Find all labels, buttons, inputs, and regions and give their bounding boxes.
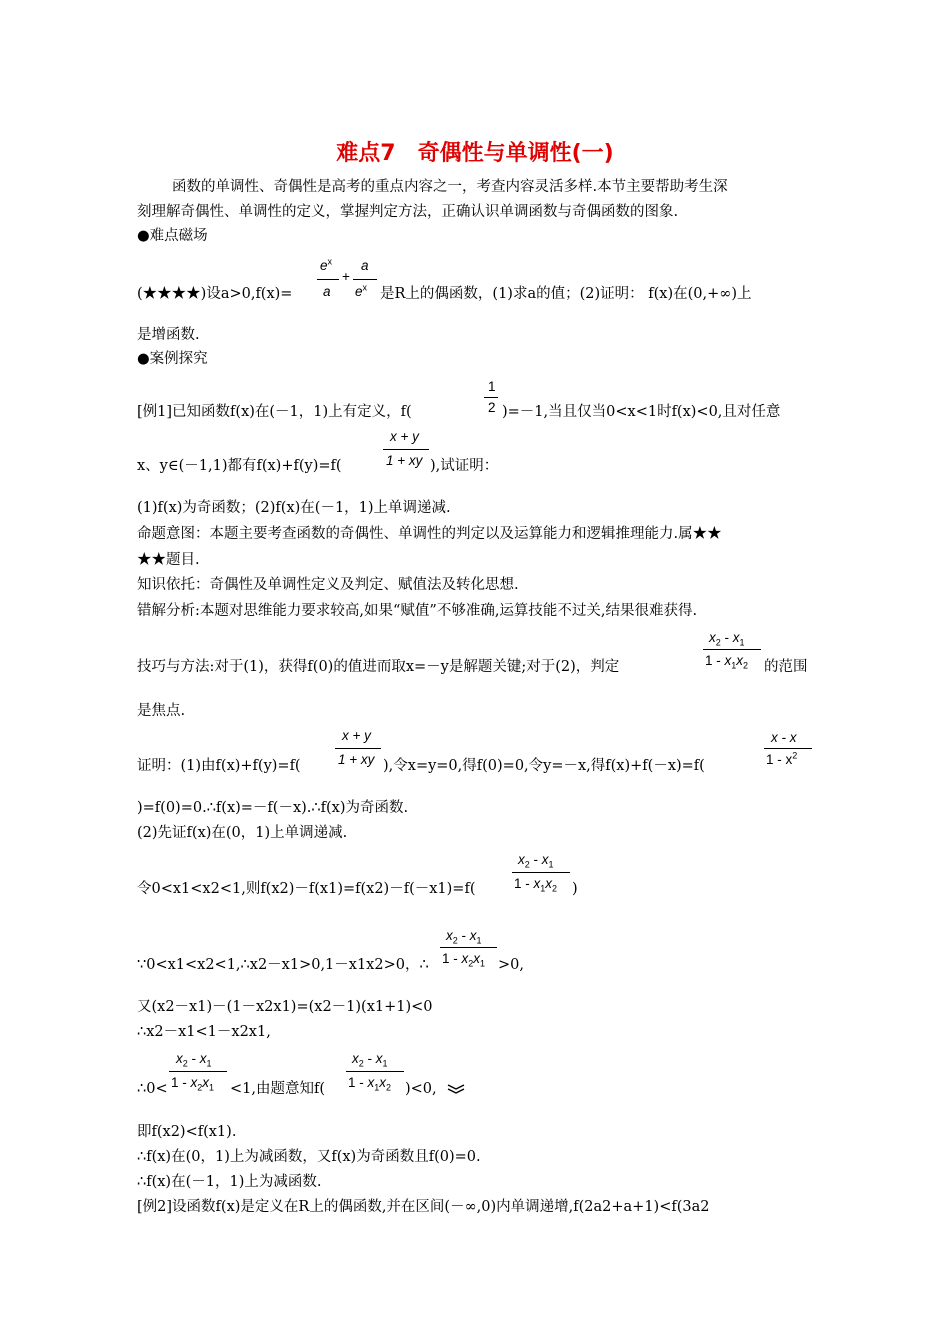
proof-line-2: )=f(0)=0.∴f(x)=－f(－x).∴f(x)为奇函数.: [137, 800, 409, 816]
section-heading: ●难点磁场: [137, 228, 208, 244]
example1-line-2a: x、y∈(－1,1)都有f(x)+f(y)=f(: [137, 458, 342, 474]
method-line-2: 是焦点.: [137, 703, 186, 719]
example2-line-1: [例2]设函数f(x)是定义在R上的偶函数,并在区间(－∞,0)内单调递增,f(2a2+a+1)<f(3a2: [137, 1199, 710, 1215]
formula-a: a: [323, 284, 331, 299]
example1-line-1a: [例1]已知函数f(x)在(－1，1)上有定义，f(: [137, 404, 412, 420]
error-analysis-line: 错解分析:本题对思维能力要求较高,如果“赋值”不够准确,运算技能不过关,结果很难获得.: [137, 603, 698, 619]
method-line-a: 技巧与方法:对于(1)，获得f(0)的值进而取x=－y是解题关键;对于(2)，判定: [137, 659, 620, 675]
frac-p5-num: $x_2 - x_1$: [446, 928, 482, 946]
frac-p4-den: $1 - x_1x_2$: [514, 876, 558, 894]
proof-line-4b: ): [572, 881, 578, 897]
example1-line-2b: ),试证明：: [430, 458, 499, 474]
proof-line-1b: ),令x=y=0,得f(0)=0,令y=－x,得f(x)+f(－x)=f(: [383, 758, 705, 774]
frac-p8a-num: $x_2 - x_1$: [176, 1051, 212, 1069]
frac-xx-num: x - x: [771, 730, 797, 745]
proof-line-7: ∴x2－x1<1－x2x1,: [137, 1024, 271, 1040]
frac-p8b-den: $1 - x_1x_2$: [348, 1075, 392, 1093]
proof-line-4a: 令0<x1<x2<1,则f(x2)－f(x1)=f(x2)－f(－x1)=f(: [137, 881, 476, 897]
frac-half-den: 2: [488, 400, 496, 415]
chevron-down-icon: [446, 1083, 466, 1095]
formula-plus: +: [342, 269, 350, 284]
intro-line-2: 刻理解奇偶性、单调性的定义，掌握判定方法，正确认识单调函数与奇偶函数的图象.: [137, 204, 679, 220]
section-heading-2: ●案例探究: [137, 351, 208, 367]
proof-line-5a: ∵0<x1<x2<1,∴x2－x1>0,1－x1x2>0，∴: [137, 957, 429, 973]
frac-p5-den: $1 - x_2x_1$: [442, 951, 486, 969]
problem-text: (★★★★)设a>0,f(x)=: [137, 286, 293, 302]
intent-line-1: 命题意图：本题主要考查函数的奇偶性、单调性的判定以及运算能力和逻辑推理能力.属★★: [137, 526, 722, 542]
proof-line-8b: <1,由题意知f(: [230, 1081, 326, 1097]
formula-a-over-ex: a: [361, 258, 369, 273]
proof-line-8c: )<0,: [405, 1081, 437, 1097]
proof-line-9: 即f(x2)<f(x1).: [137, 1124, 237, 1140]
example1-line-1b: )=－1,当且仅当0<x<1时f(x)<0,且对任意: [502, 404, 781, 420]
method-line-b: 的范围: [764, 659, 808, 675]
problem-text-2: 是R上的偶函数，(1)求a的值；(2)证明： f(x)在(0,+∞)上: [380, 286, 752, 302]
frac-p8a-den: $1 - x_2x_1$: [171, 1075, 215, 1093]
proof-line-8a: ∴0<: [137, 1081, 168, 1097]
frac-xx-den: $1 - x^2$: [766, 750, 798, 767]
frac-proof-num: x + y: [342, 728, 371, 743]
proof-line-10: ∴f(x)在(0，1)上为减函数，又f(x)为奇函数且f(0)=0.: [137, 1149, 481, 1165]
frac-xy-num: x + y: [390, 429, 419, 444]
frac-p4-num: $x_2 - x_1$: [518, 852, 554, 870]
formula-ex: $e^x$: [355, 282, 368, 299]
page-title: 难点7 奇偶性与单调性(一): [336, 141, 614, 166]
proof-line-5b: >0,: [498, 957, 524, 973]
intro-line-1: 函数的单调性、奇偶性是高考的重点内容之一，考查内容灵活多样.本节主要帮助考生深: [172, 179, 728, 195]
proof-line-11: ∴f(x)在(－1，1)上为减函数.: [137, 1174, 322, 1190]
frac-xy-den: 1 + xy: [386, 453, 423, 468]
frac-p8b-num: $x_2 - x_1$: [352, 1051, 388, 1069]
intent-line-2: ★★题目.: [137, 552, 200, 568]
formula-ex-over-a: $e^x$: [320, 256, 333, 273]
proof-line-1a: 证明：(1)由f(x)+f(y)=f(: [137, 758, 301, 774]
proof-line-6: 又(x2－x1)－(1－x2x1)=(x2－1)(x1+1)<0: [137, 999, 433, 1015]
example1-line-3: (1)f(x)为奇函数；(2)f(x)在(－1，1)上单调递减.: [137, 500, 451, 516]
frac-proof-den: 1 + xy: [338, 752, 375, 767]
problem-text-3: 是增函数.: [137, 327, 200, 343]
proof-line-3: (2)先证f(x)在(0，1)上单调递减.: [137, 825, 348, 841]
frac-method-den: $1 - x_1x_2$: [705, 653, 749, 671]
frac-half-num: 1: [488, 379, 496, 394]
frac-method-num: $x_2 - x_1$: [709, 630, 745, 648]
knowledge-line: 知识依托：奇偶性及单调性定义及判定、赋值法及转化思想.: [137, 577, 519, 593]
